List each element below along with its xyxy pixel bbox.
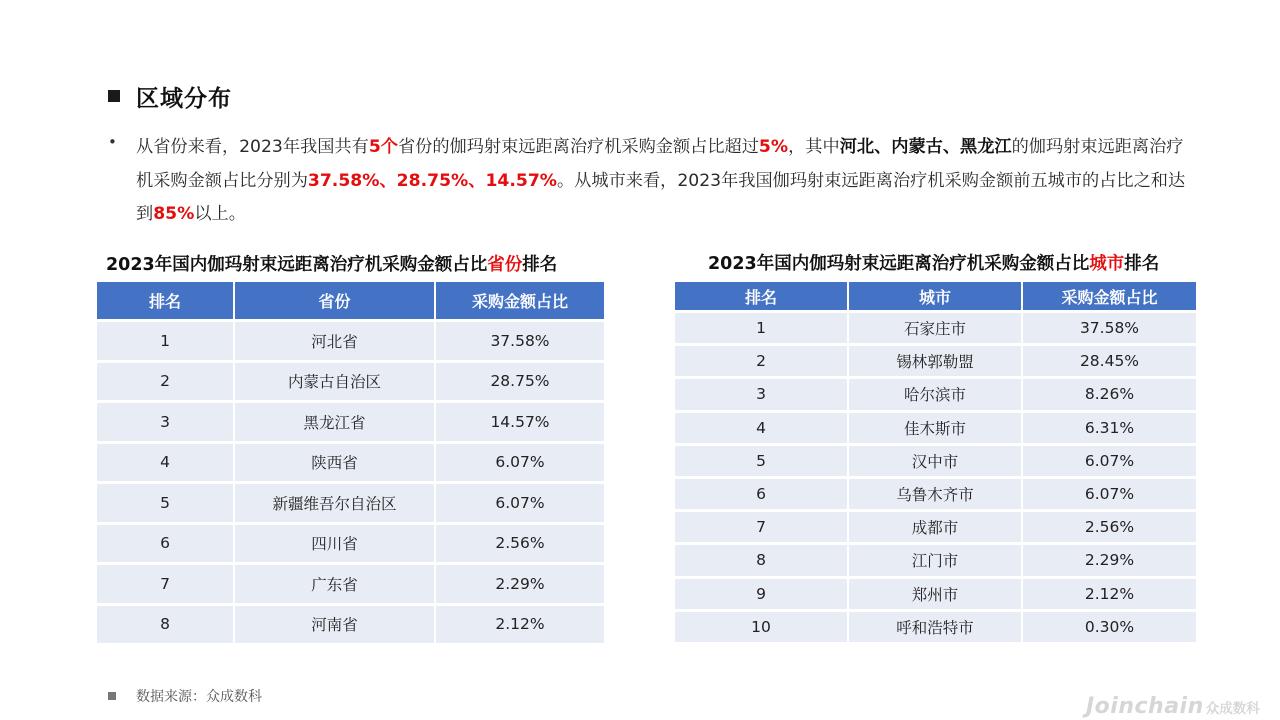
table-cell: 2.56% xyxy=(1022,511,1196,544)
table-cell: 2.29% xyxy=(435,564,604,605)
brand-logo: Joinchain 众成数科 xyxy=(1086,694,1260,719)
paragraph-segment: 以上。 xyxy=(194,204,246,224)
column-header: 采购金额占比 xyxy=(1022,282,1196,312)
square-bullet-icon xyxy=(108,90,120,102)
table-row xyxy=(675,577,1196,610)
table-cell: 37.58% xyxy=(435,321,604,362)
table-cell: 郑州市 xyxy=(848,577,1022,610)
data-source xyxy=(108,686,262,706)
table-cell: 2 xyxy=(675,345,848,378)
table-row xyxy=(675,544,1196,577)
table-cell: 河北省 xyxy=(234,321,435,362)
table-row xyxy=(97,321,604,362)
table-cell: 新疆维吾尔自治区 xyxy=(234,483,435,524)
table-cell: 7 xyxy=(675,511,848,544)
table-cell: 3 xyxy=(97,402,234,443)
table-cell: 5 xyxy=(675,444,848,477)
city-table-title: 2023年国内伽玛射束远距离治疗机采购金额占比城市排名 xyxy=(708,254,1160,274)
table-cell: 4 xyxy=(97,442,234,483)
table-header-row xyxy=(675,282,1196,312)
table-row xyxy=(675,411,1196,444)
table-row xyxy=(97,483,604,524)
table-cell: 8 xyxy=(675,544,848,577)
table-cell: 四川省 xyxy=(234,523,435,564)
paragraph-segment: ，其中 xyxy=(788,137,840,157)
bullet-dot-icon: • xyxy=(108,133,117,151)
table-row xyxy=(675,511,1196,544)
paragraph-segment: 从省份来看，2023年我国共有 xyxy=(136,137,369,157)
source-text: 数据来源：众成数科 xyxy=(136,689,262,705)
table-row xyxy=(675,378,1196,411)
table-cell: 1 xyxy=(675,312,848,345)
section-heading xyxy=(108,80,232,112)
table-row xyxy=(97,564,604,605)
paragraph-segment: 省份的伽玛射束远距离治疗机采购金额占比超过 xyxy=(397,137,759,157)
table-cell: 内蒙古自治区 xyxy=(234,361,435,402)
table-cell: 成都市 xyxy=(848,511,1022,544)
column-header: 省份 xyxy=(234,282,435,321)
table-cell: 石家庄市 xyxy=(848,312,1022,345)
column-header: 排名 xyxy=(97,282,234,321)
section-title: 区域分布 xyxy=(136,85,232,112)
table-cell: 黑龙江省 xyxy=(234,402,435,443)
column-header: 城市 xyxy=(848,282,1022,312)
table-cell: 1 xyxy=(97,321,234,362)
table-cell: 陕西省 xyxy=(234,442,435,483)
table-cell: 9 xyxy=(675,577,848,610)
table-cell: 佳木斯市 xyxy=(848,411,1022,444)
table-cell: 2.29% xyxy=(1022,544,1196,577)
table-cell: 广东省 xyxy=(234,564,435,605)
table-cell: 3 xyxy=(675,378,848,411)
table-row xyxy=(675,610,1196,643)
summary-paragraph xyxy=(136,131,1198,232)
table-cell: 14.57% xyxy=(435,402,604,443)
table-cell: 2.12% xyxy=(1022,577,1196,610)
table-cell: 汉中市 xyxy=(848,444,1022,477)
table-row xyxy=(97,402,604,443)
table-row xyxy=(675,444,1196,477)
table-cell: 哈尔滨市 xyxy=(848,378,1022,411)
table-cell: 28.45% xyxy=(1022,345,1196,378)
column-header: 排名 xyxy=(675,282,848,312)
table-cell: 8.26% xyxy=(1022,378,1196,411)
table-cell: 呼和浩特市 xyxy=(848,610,1022,643)
table-row xyxy=(675,477,1196,510)
table-cell: 6 xyxy=(675,477,848,510)
table-cell: 28.75% xyxy=(435,361,604,402)
paragraph-segment: 的伽玛射束远距离治疗机采购金额占比分别为 xyxy=(136,137,1184,191)
paragraph-segment: 5个 xyxy=(368,137,398,157)
table-row xyxy=(97,523,604,564)
table-cell: 2.12% xyxy=(435,604,604,645)
table-cell: 6.07% xyxy=(435,442,604,483)
table-cell: 10 xyxy=(675,610,848,643)
table-row xyxy=(97,442,604,483)
city-ranking-table xyxy=(675,282,1196,645)
province-ranking-table xyxy=(97,282,604,646)
table-cell: 2.56% xyxy=(435,523,604,564)
paragraph-segment: 37.58%、28.75%、14.57% xyxy=(307,170,558,191)
table-row xyxy=(97,361,604,402)
table-cell: 6.07% xyxy=(1022,477,1196,510)
table-cell: 7 xyxy=(97,564,234,605)
table-cell: 2 xyxy=(97,361,234,402)
paragraph-segment: 。从城市来看，2023年我国伽玛射束远距离治疗机采购金额前五城市的占比之和达到 xyxy=(136,170,1186,224)
column-header: 采购金额占比 xyxy=(435,282,604,321)
square-bullet-icon xyxy=(108,692,116,700)
table-row xyxy=(675,312,1196,345)
table-cell: 江门市 xyxy=(848,544,1022,577)
table-cell: 河南省 xyxy=(234,604,435,645)
paragraph-segment: 河北、内蒙古、黑龙江 xyxy=(839,137,1012,157)
table-cell: 4 xyxy=(675,411,848,444)
paragraph-segment: 5% xyxy=(758,137,789,157)
table-cell: 乌鲁木齐市 xyxy=(848,477,1022,510)
table-cell: 0.30% xyxy=(1022,610,1196,643)
table-cell: 6 xyxy=(97,523,234,564)
table-cell: 6.31% xyxy=(1022,411,1196,444)
table-cell: 6.07% xyxy=(435,483,604,524)
table-cell: 6.07% xyxy=(1022,444,1196,477)
table-cell: 8 xyxy=(97,604,234,645)
table-row xyxy=(675,345,1196,378)
table-row xyxy=(97,604,604,645)
table-cell: 5 xyxy=(97,483,234,524)
table-header-row xyxy=(97,282,604,321)
paragraph-segment: 85% xyxy=(153,204,195,224)
table-cell: 37.58% xyxy=(1022,312,1196,345)
province-table-title: 2023年国内伽玛射束远距离治疗机采购金额占比省份排名 xyxy=(106,255,558,275)
table-cell: 锡林郭勒盟 xyxy=(848,345,1022,378)
